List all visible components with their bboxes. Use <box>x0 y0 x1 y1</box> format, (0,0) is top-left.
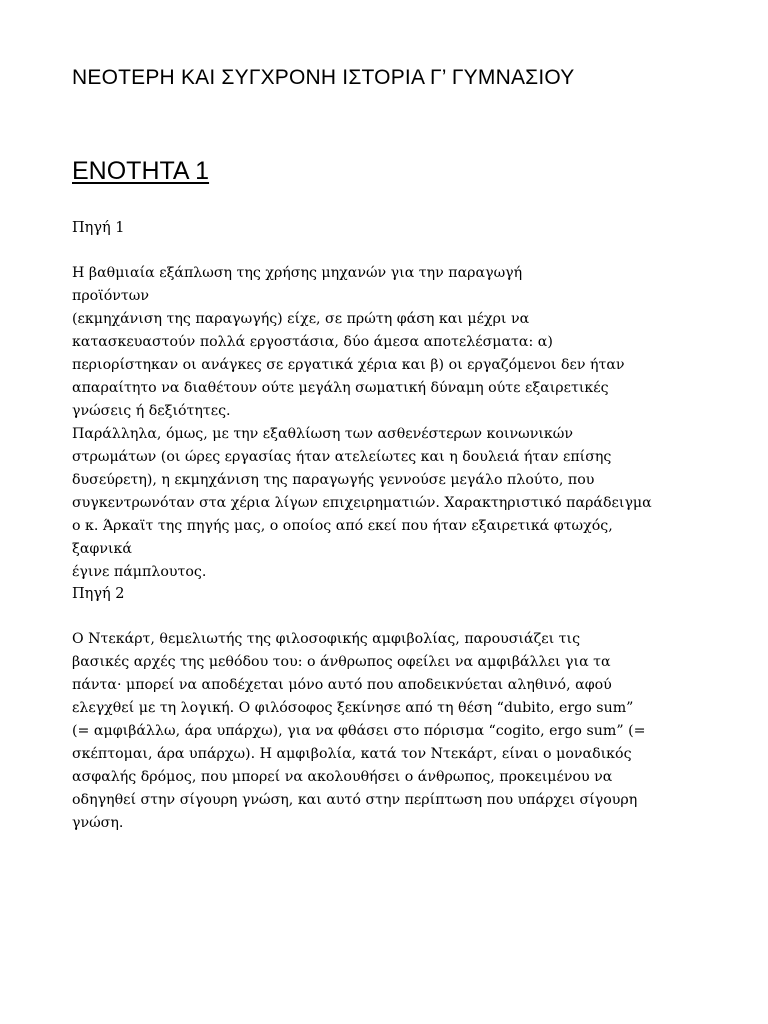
source-2-line: σκέπτομαι, άρα υπάρχω). Η αμφιβολία, κατά τον Ντεκάρτ, είναι ο μοναδικός <box>72 746 632 762</box>
source-1-line: δυσεύρετη), η εκμηχάνιση της παραγωγής γεννούσε μεγάλο πλούτο, που <box>72 472 595 488</box>
source-1-line: στρωμάτων (οι ώρες εργασίας ήταν ατελείωτες και η δουλειά ήταν επίσης <box>72 449 612 465</box>
source-2-line: γνώση. <box>72 815 124 831</box>
source-2-line: οδηγηθεί στην σίγουρη γνώση, και αυτό στην περίπτωση που υπάρχει σίγουρη <box>72 792 638 808</box>
source-2-label: Πηγή 2 <box>72 586 125 602</box>
source-1-line: έγινε πάμπλουτος. <box>72 564 207 580</box>
source-1-line: (εκμηχάνιση της παραγωγής) είχε, σε πρώτη φάση και μέχρι να <box>72 311 530 327</box>
source-1-text <box>72 262 697 584</box>
source-1-line: απαραίτητο να διαθέτουν ούτε μεγάλη σωματική δύναμη ούτε εξαιρετικές <box>72 380 609 396</box>
document-page <box>72 66 712 831</box>
section-title: ΕΝΟΤΗΤΑ 1 <box>72 157 210 185</box>
source-2-line: βασικές αρχές της μεθόδου του: ο άνθρωπος οφείλει να αμφιβάλλει για τα <box>72 654 611 670</box>
source-2-text <box>72 628 697 835</box>
source-1-line: ξαφνικά <box>72 541 132 557</box>
source-2-line: (= αμφιβάλλω, άρα υπάρχω), για να φθάσει στο πόρισμα “cogito, ergo sum” (= <box>72 723 646 739</box>
source-2-line: ασφαλής δρόμος, που μπορεί να ακολουθήσει ο άνθρωπος, προκειμένου να <box>72 769 613 785</box>
document-title: ΝΕΟΤΕΡΗ ΚΑΙ ΣΥΓΧΡΟΝΗ ΙΣΤΟΡΙΑ Γ’ ΓΥΜΝΑΣΙΟΥ <box>72 66 575 89</box>
source-1-line: περιορίστηκαν οι ανάγκες σε εργατικά χέρια και β) οι εργαζόμενοι δεν ήταν <box>72 357 625 373</box>
source-2-line: πάντα· μπορεί να αποδέχεται μόνο αυτό που αποδεικνύεται αληθινό, αφού <box>72 677 612 693</box>
source-1-line: γνώσεις ή δεξιότητες. <box>72 403 231 419</box>
source-2-line: Ο Ντεκάρτ, θεμελιωτής της φιλοσοφικής αμφιβολίας, παρουσιάζει τις <box>72 631 581 647</box>
source-1-line: κατασκευαστούν πολλά εργοστάσια, δύο άμεσα αποτελέσματα: α) <box>72 334 553 350</box>
source-1-line: Η βαθμιαία εξάπλωση της χρήσης μηχανών για την παραγωγή <box>72 265 523 281</box>
source-1-line: προϊόντων <box>72 288 149 304</box>
source-1-line: ο κ. Άρκαϊτ της πηγής μας, ο οποίος από εκεί που ήταν εξαιρετικά φτωχός, <box>72 518 613 534</box>
source-1-line: Παράλληλα, όμως, με την εξαθλίωση των ασθενέστερων κοινωνικών <box>72 426 573 442</box>
source-2-line: ελεγχθεί με τη λογική. Ο φιλόσοφος ξεκίνησε από τη θέση “dubito, ergo sum” <box>72 700 634 716</box>
source-1-label: Πηγή 1 <box>72 220 125 236</box>
source-1-line: συγκεντρωνόταν στα χέρια λίγων επιχειρηματιών. Χαρακτηριστικό παράδειγμα <box>72 495 652 511</box>
